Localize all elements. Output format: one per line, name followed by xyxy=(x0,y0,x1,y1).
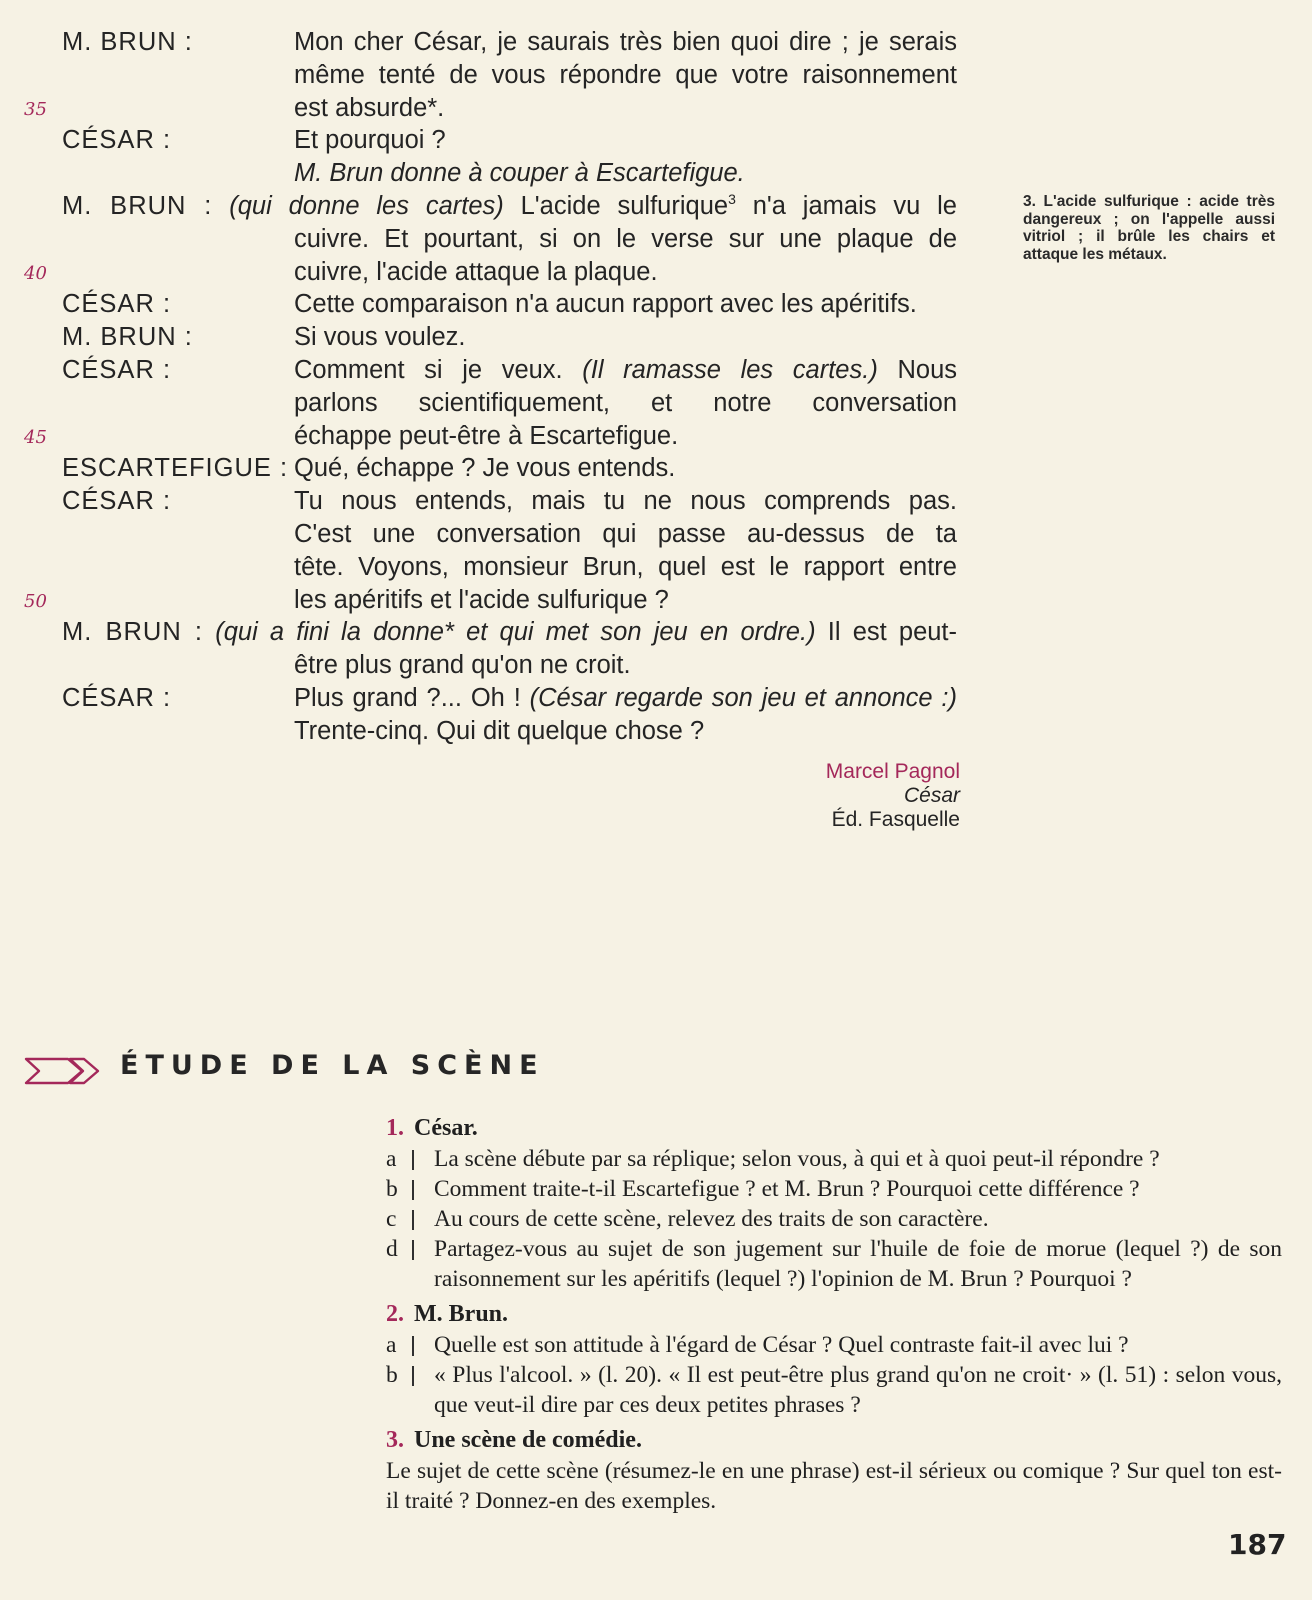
dialogue-text: Comment si je veux. xyxy=(294,355,563,384)
question-item xyxy=(386,1360,1282,1420)
speaker-name: M. BRUN : xyxy=(62,323,193,352)
script-line xyxy=(0,551,980,584)
dialogue-text: Tu nous entends, mais tu ne nous comprends pas. xyxy=(294,487,957,516)
question-item xyxy=(386,1174,1282,1204)
item-letter: b xyxy=(386,1362,398,1388)
dialogue-text: Qué, échappe ? Je vous entends. xyxy=(294,454,676,483)
play-excerpt xyxy=(0,26,980,748)
item-text: La scène débute par sa réplique; selon vous, à qui et à quoi peut-il répondre ? xyxy=(434,1146,1160,1172)
speaker-name: CÉSAR : xyxy=(62,126,172,155)
speaker-name: M. BRUN : xyxy=(62,191,213,220)
dialogue-text: Trente-cinq. Qui dit quelque chose ? xyxy=(294,716,705,745)
script-line xyxy=(0,649,980,682)
dialogue-text: L'acide sulfurique xyxy=(520,191,729,220)
item-letter: c xyxy=(386,1206,397,1232)
footnote-ref[interactable]: 3 xyxy=(728,190,736,207)
dialogue-text: Cette comparaison n'a aucun rapport avec les apéritifs. xyxy=(294,290,917,319)
dialogue-text: cuivre. Et pourtant, si on le verse sur une plaque de xyxy=(294,224,957,253)
page-number: 187 xyxy=(1228,1528,1287,1561)
dialogue-text: même tenté de vous répondre que votre raisonnement xyxy=(294,60,957,89)
question-item xyxy=(386,1234,1282,1294)
dialogue-text: n'a jamais vu le xyxy=(752,191,957,220)
script-line xyxy=(0,157,980,190)
dialogue-text: tête. Voyons, monsieur Brun, quel est le rapport entre xyxy=(294,552,957,581)
dialogue-text: C'est une conversation qui passe au-dessus de ta xyxy=(294,519,957,548)
credit-work: César xyxy=(903,784,960,807)
script-line xyxy=(0,715,980,748)
dialogue-text: Si vous voulez. xyxy=(294,323,466,352)
credit-author: Marcel Pagnol xyxy=(825,760,960,783)
question-heading xyxy=(386,1112,1282,1144)
script-line xyxy=(0,59,980,92)
credit-publisher: Éd. Fasquelle xyxy=(831,808,960,831)
item-bar xyxy=(412,1336,414,1356)
dialogue-text: Plus grand ?... Oh ! xyxy=(294,683,521,712)
script-line xyxy=(0,420,980,453)
script-line xyxy=(0,190,980,223)
script-line xyxy=(0,354,980,387)
stage-direction: (César regarde son jeu et annonce :) xyxy=(529,683,957,712)
item-bar xyxy=(412,1240,414,1260)
speaker-name: M. BRUN : xyxy=(62,28,193,56)
script-line xyxy=(0,256,980,289)
speaker-name: CÉSAR : xyxy=(62,290,172,319)
line-number: 40 xyxy=(24,262,47,284)
question-item xyxy=(386,1144,1282,1174)
item-bar xyxy=(412,1180,414,1200)
speaker-name: CÉSAR : xyxy=(62,355,172,384)
script-line xyxy=(0,485,980,518)
item-text: Au cours de cette scène, relevez des traits de son caractère. xyxy=(434,1206,989,1232)
item-letter: a xyxy=(386,1146,397,1172)
double-arrow-icon xyxy=(24,1054,100,1088)
item-letter: d xyxy=(386,1236,398,1262)
item-text: « Plus l'alcool. » (l. 20). « Il est peut-être plus grand qu'on ne croit· » (l. 51) : selon vous, que veut-il dire par ces deux petites phrases ? xyxy=(434,1362,1282,1418)
item-text: Partagez-vous au sujet de son jugement sur l'huile de foie de morue (lequel ?) de son raisonnement sur les apéritifs (lequel ?) l'opinion de M. Brun ? Pourquoi ? xyxy=(434,1236,1282,1292)
source-credit xyxy=(826,760,960,832)
stage-direction: (Il ramasse les cartes.) xyxy=(582,355,878,384)
script-line xyxy=(0,387,980,420)
line-number: 50 xyxy=(24,590,47,612)
question-title: César. xyxy=(414,1115,478,1141)
script-line xyxy=(0,223,980,256)
question-number: 3. xyxy=(386,1427,404,1453)
question-number: 1. xyxy=(386,1115,404,1141)
script-line xyxy=(0,584,980,617)
script-line xyxy=(0,518,980,551)
item-bar xyxy=(412,1150,414,1170)
speaker-name: CÉSAR : xyxy=(62,487,172,516)
dialogue-text: Nous xyxy=(897,355,957,384)
dialogue-text: Mon cher César, je saurais très bien quoi dire ; je serais xyxy=(294,28,957,56)
footnote: 3. L'acide sulfurique : acide très dangereux ; on l'appelle aussi vitriol ; il brûle les chairs et attaque les métaux. xyxy=(1023,193,1275,263)
questions xyxy=(386,1112,1282,1516)
question-item xyxy=(386,1204,1282,1234)
question-paragraph: Le sujet de cette scène (résumez-le en une phrase) est-il sérieux ou comique ? Sur quel ton est-il traité ? Donnez-en des exemples. xyxy=(386,1458,1282,1514)
script-line xyxy=(0,124,980,157)
speaker-name: CÉSAR : xyxy=(62,683,172,712)
script-line xyxy=(0,26,980,59)
dialogue-text: parlons scientifiquement, et notre conversation xyxy=(294,388,957,417)
stage-direction: (qui a fini la donne* et qui met son jeu en ordre.) xyxy=(215,618,816,647)
speaker-name: ESCARTEFIGUE : xyxy=(62,454,289,483)
line-number: 45 xyxy=(24,426,47,448)
stage-direction: M. Brun donne à couper à Escartefigue. xyxy=(294,159,745,188)
script-line xyxy=(0,288,980,321)
script-line xyxy=(0,321,980,354)
dialogue-text: est absurde*. xyxy=(294,93,445,122)
script-line xyxy=(0,616,980,649)
question-item xyxy=(386,1330,1282,1360)
dialogue-text: les apéritifs et l'acide sulfurique ? xyxy=(294,585,669,614)
dialogue-text: être plus grand qu'on ne croit. xyxy=(294,651,631,680)
dialogue-text: Et pourquoi ? xyxy=(294,126,446,155)
line-number: 35 xyxy=(24,98,47,120)
section-title: ÉTUDE DE LA SCÈNE xyxy=(120,1050,545,1081)
item-bar xyxy=(412,1366,414,1386)
dialogue-text: échappe peut-être à Escartefigue. xyxy=(294,421,679,450)
question-number: 2. xyxy=(386,1301,404,1327)
question-title: Une scène de comédie. xyxy=(414,1427,642,1453)
dialogue-text: Il est peut- xyxy=(827,618,958,647)
stage-direction: (qui donne les cartes) xyxy=(229,191,504,220)
question-heading xyxy=(386,1298,1282,1330)
question-title: M. Brun. xyxy=(414,1301,509,1327)
script-line xyxy=(0,92,980,125)
question-heading xyxy=(386,1424,1282,1456)
script-line xyxy=(0,682,980,715)
script-line xyxy=(0,452,980,485)
item-text: Comment traite-t-il Escartefigue ? et M. Brun ? Pourquoi cette différence ? xyxy=(434,1176,1140,1202)
item-text: Quelle est son attitude à l'égard de César ? Quel contraste fait-il avec lui ? xyxy=(434,1332,1129,1358)
item-letter: a xyxy=(386,1332,397,1358)
item-bar xyxy=(412,1210,414,1230)
dialogue-text: cuivre, l'acide attaque la plaque. xyxy=(294,257,658,286)
item-letter: b xyxy=(386,1176,398,1202)
speaker-name: M. BRUN : xyxy=(62,618,204,647)
